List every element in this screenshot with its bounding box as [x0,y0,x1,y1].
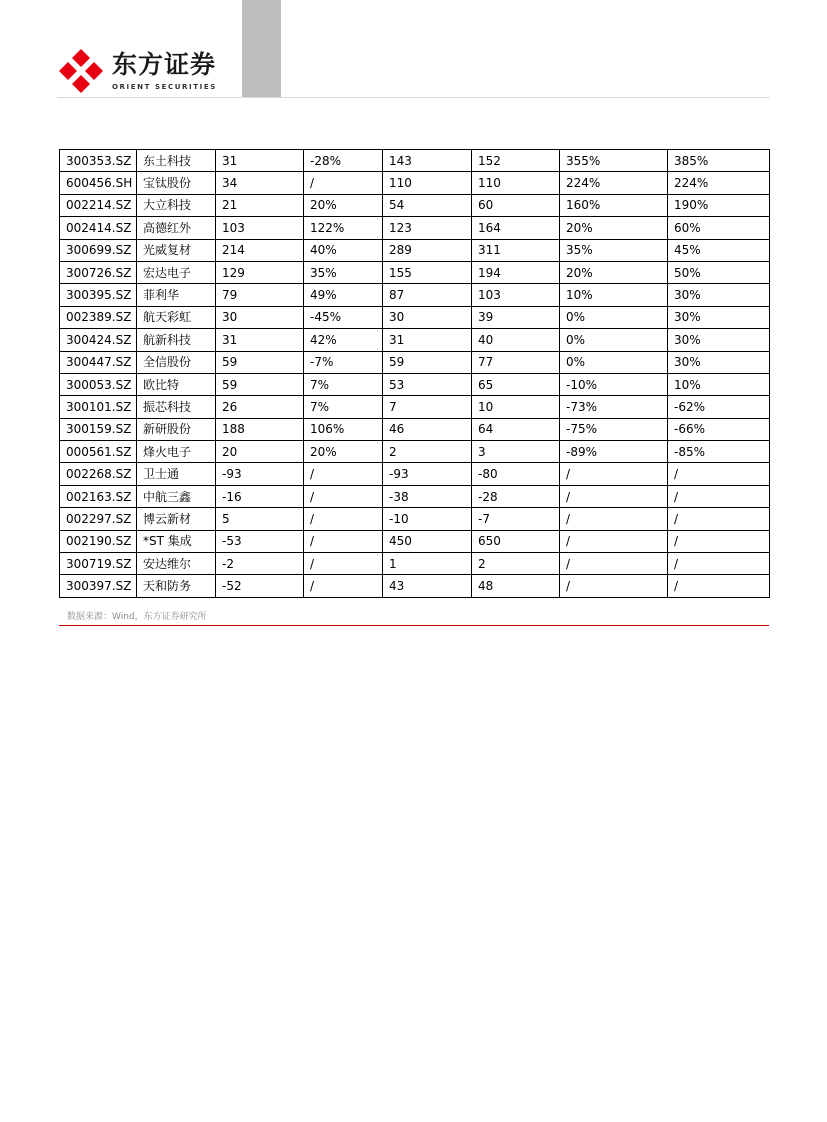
value-cell-2: -10 [383,508,472,530]
growth-cell-2: -66% [668,418,770,440]
growth-cell-1: 0% [560,351,668,373]
stock-code-cell: 002389.SZ [60,306,137,328]
brand-name-cn: 东方证券 [112,50,217,79]
value-cell-2: 46 [383,418,472,440]
stock-name-cell: 安达维尔 [137,553,216,575]
growth-cell-1: / [560,575,668,597]
table-row [60,284,770,306]
stock-name-cell: 航新科技 [137,329,216,351]
change-cell-1: -28% [304,150,383,172]
stock-name-cell: 全信股份 [137,351,216,373]
change-cell-1: 7% [304,396,383,418]
stock-name-cell: 航天彩虹 [137,306,216,328]
stock-name-cell: *ST 集成 [137,530,216,552]
value-cell-3: -80 [472,463,560,485]
table-row [60,150,770,172]
value-cell-2: 1 [383,553,472,575]
stock-name-cell: 宝钛股份 [137,172,216,194]
change-cell-1: 40% [304,239,383,261]
value-cell-2: 87 [383,284,472,306]
value-cell-2: -38 [383,485,472,507]
change-cell-1: 20% [304,194,383,216]
growth-cell-2: 385% [668,150,770,172]
value-cell-2: 59 [383,351,472,373]
table-row [60,217,770,239]
growth-cell-1: 0% [560,329,668,351]
value-cell-3: -7 [472,508,560,530]
value-cell-1: 103 [216,217,304,239]
stock-name-cell: 新研股份 [137,418,216,440]
growth-cell-2: / [668,575,770,597]
header-divider [57,97,770,98]
value-cell-3: 64 [472,418,560,440]
stock-name-cell: 东土科技 [137,150,216,172]
value-cell-2: 450 [383,530,472,552]
stock-code-cell: 300397.SZ [60,575,137,597]
value-cell-3: 650 [472,530,560,552]
page-header [0,0,827,100]
value-cell-3: 48 [472,575,560,597]
change-cell-1: / [304,530,383,552]
change-cell-1: 106% [304,418,383,440]
table-row [60,463,770,485]
growth-cell-1: 20% [560,261,668,283]
stock-code-cell: 002297.SZ [60,508,137,530]
stock-code-cell: 000561.SZ [60,441,137,463]
stock-name-cell: 光威复材 [137,239,216,261]
growth-cell-2: 30% [668,306,770,328]
stock-code-cell: 600456.SH [60,172,137,194]
value-cell-3: 103 [472,284,560,306]
stock-name-cell: 烽火电子 [137,441,216,463]
growth-cell-2: / [668,485,770,507]
growth-cell-2: / [668,553,770,575]
value-cell-1: 34 [216,172,304,194]
value-cell-2: 43 [383,575,472,597]
stock-name-cell: 大立科技 [137,194,216,216]
growth-cell-2: / [668,463,770,485]
stock-name-cell: 宏达电子 [137,261,216,283]
stock-code-cell: 300053.SZ [60,373,137,395]
value-cell-1: 79 [216,284,304,306]
stock-name-cell: 天和防务 [137,575,216,597]
change-cell-1: 49% [304,284,383,306]
value-cell-3: 39 [472,306,560,328]
value-cell-3: 40 [472,329,560,351]
stock-code-cell: 002414.SZ [60,217,137,239]
value-cell-3: 194 [472,261,560,283]
value-cell-2: 7 [383,396,472,418]
table-row [60,553,770,575]
value-cell-3: 311 [472,239,560,261]
stock-code-cell: 002190.SZ [60,530,137,552]
growth-cell-2: 45% [668,239,770,261]
header-grey-bar [242,0,281,98]
stock-code-cell: 300719.SZ [60,553,137,575]
brand-name-en: ORIENT SECURITIES [112,83,217,91]
table-row [60,508,770,530]
table-row [60,441,770,463]
value-cell-2: -93 [383,463,472,485]
stock-code-cell: 300447.SZ [60,351,137,373]
value-cell-2: 54 [383,194,472,216]
value-cell-2: 155 [383,261,472,283]
value-cell-1: 59 [216,351,304,373]
growth-cell-1: / [560,553,668,575]
change-cell-1: -7% [304,351,383,373]
growth-cell-2: 30% [668,329,770,351]
value-cell-1: 26 [216,396,304,418]
value-cell-2: 110 [383,172,472,194]
value-cell-2: 53 [383,373,472,395]
value-cell-1: -16 [216,485,304,507]
change-cell-1: / [304,553,383,575]
growth-cell-1: 160% [560,194,668,216]
growth-cell-2: / [668,530,770,552]
table-row [60,261,770,283]
value-cell-1: 31 [216,329,304,351]
stock-name-cell: 中航三鑫 [137,485,216,507]
change-cell-1: 122% [304,217,383,239]
value-cell-3: -28 [472,485,560,507]
table-row [60,418,770,440]
growth-cell-1: 0% [560,306,668,328]
stock-name-cell: 菲利华 [137,284,216,306]
table-row [60,194,770,216]
growth-cell-1: -10% [560,373,668,395]
value-cell-1: 129 [216,261,304,283]
value-cell-1: 188 [216,418,304,440]
footer-divider [59,625,769,626]
table-row [60,351,770,373]
stock-code-cell: 300424.SZ [60,329,137,351]
data-source-note: 数据来源：Wind，东方证券研究所 [67,612,207,622]
stock-code-cell: 002268.SZ [60,463,137,485]
growth-cell-2: 30% [668,284,770,306]
change-cell-1: / [304,575,383,597]
table-row [60,530,770,552]
growth-cell-1: -73% [560,396,668,418]
change-cell-1: / [304,463,383,485]
table-row [60,239,770,261]
growth-cell-2: 190% [668,194,770,216]
stock-code-cell: 300101.SZ [60,396,137,418]
stock-name-cell: 高德红外 [137,217,216,239]
value-cell-3: 65 [472,373,560,395]
stock-code-cell: 300395.SZ [60,284,137,306]
growth-cell-2: 50% [668,261,770,283]
value-cell-3: 3 [472,441,560,463]
stock-code-cell: 300353.SZ [60,150,137,172]
growth-cell-2: 30% [668,351,770,373]
growth-cell-1: / [560,485,668,507]
value-cell-1: -52 [216,575,304,597]
value-cell-3: 77 [472,351,560,373]
growth-cell-1: 35% [560,239,668,261]
value-cell-1: 5 [216,508,304,530]
table-row [60,396,770,418]
value-cell-3: 152 [472,150,560,172]
value-cell-1: 20 [216,441,304,463]
stock-name-cell: 卫士通 [137,463,216,485]
stock-name-cell: 振芯科技 [137,396,216,418]
stock-code-cell: 002163.SZ [60,485,137,507]
value-cell-3: 60 [472,194,560,216]
growth-cell-1: 10% [560,284,668,306]
value-cell-1: -93 [216,463,304,485]
change-cell-1: 7% [304,373,383,395]
table-row [60,306,770,328]
growth-cell-2: / [668,508,770,530]
table-row [60,172,770,194]
value-cell-2: 123 [383,217,472,239]
stock-name-cell: 博云新材 [137,508,216,530]
change-cell-1: 20% [304,441,383,463]
growth-cell-1: -89% [560,441,668,463]
growth-cell-1: / [560,463,668,485]
stock-code-cell: 300159.SZ [60,418,137,440]
value-cell-2: 31 [383,329,472,351]
change-cell-1: / [304,508,383,530]
orient-securities-logo-icon [57,47,105,95]
growth-cell-1: 224% [560,172,668,194]
table-row [60,373,770,395]
growth-cell-2: 60% [668,217,770,239]
stock-name-cell: 欧比特 [137,373,216,395]
value-cell-2: 289 [383,239,472,261]
value-cell-3: 2 [472,553,560,575]
growth-cell-2: -62% [668,396,770,418]
value-cell-3: 10 [472,396,560,418]
value-cell-2: 143 [383,150,472,172]
value-cell-1: 30 [216,306,304,328]
growth-cell-2: -85% [668,441,770,463]
value-cell-1: -53 [216,530,304,552]
growth-cell-2: 224% [668,172,770,194]
table-row [60,485,770,507]
table-row [60,329,770,351]
growth-cell-2: 10% [668,373,770,395]
value-cell-1: 214 [216,239,304,261]
stock-code-cell: 002214.SZ [60,194,137,216]
change-cell-1: 42% [304,329,383,351]
value-cell-1: 21 [216,194,304,216]
change-cell-1: -45% [304,306,383,328]
growth-cell-1: -75% [560,418,668,440]
growth-cell-1: / [560,508,668,530]
stock-data-table [59,149,770,598]
value-cell-1: 31 [216,150,304,172]
value-cell-1: -2 [216,553,304,575]
stock-code-cell: 300699.SZ [60,239,137,261]
value-cell-2: 30 [383,306,472,328]
stock-code-cell: 300726.SZ [60,261,137,283]
change-cell-1: / [304,172,383,194]
change-cell-1: 35% [304,261,383,283]
value-cell-3: 110 [472,172,560,194]
growth-cell-1: / [560,530,668,552]
table-body [60,150,770,598]
growth-cell-1: 20% [560,217,668,239]
value-cell-2: 2 [383,441,472,463]
change-cell-1: / [304,485,383,507]
growth-cell-1: 355% [560,150,668,172]
value-cell-3: 164 [472,217,560,239]
table-row [60,575,770,597]
value-cell-1: 59 [216,373,304,395]
